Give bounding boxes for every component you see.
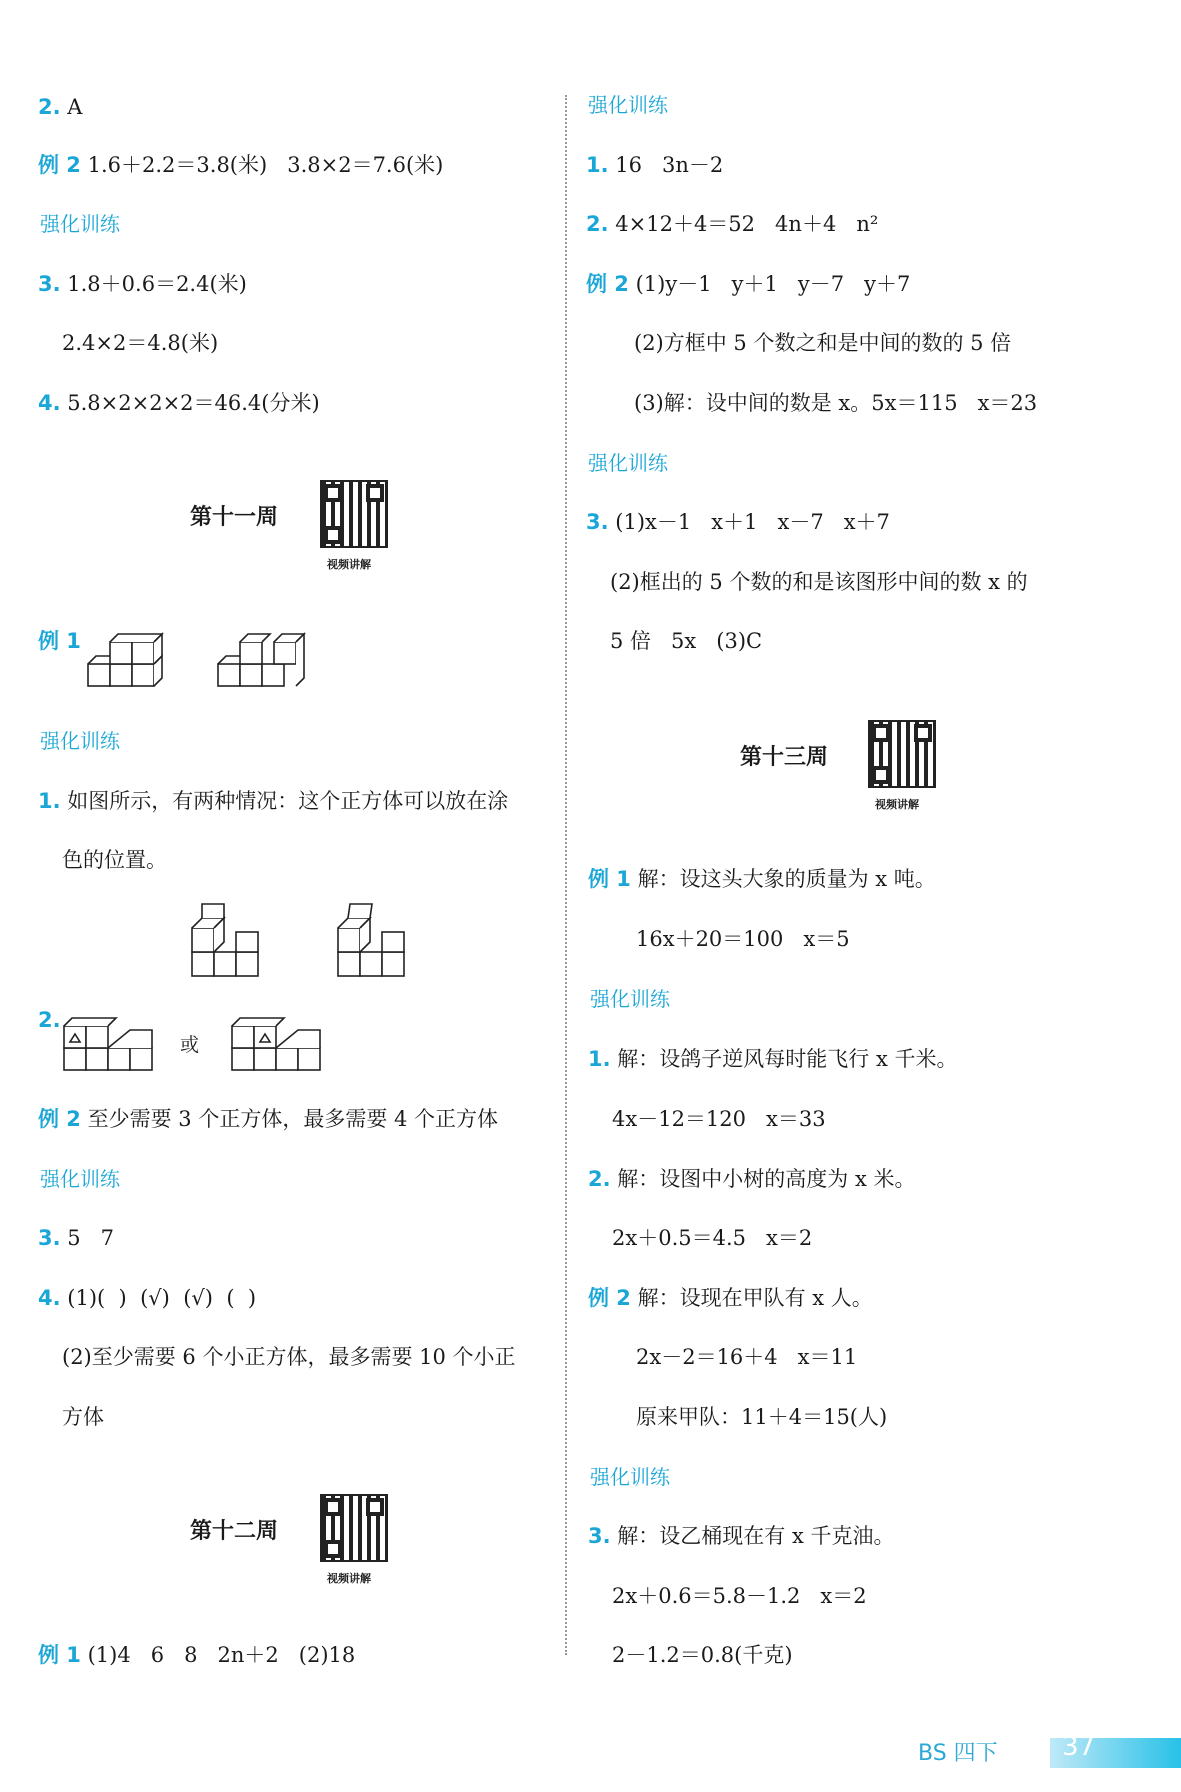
cube-figure <box>216 628 306 690</box>
cube-figure <box>62 1010 154 1072</box>
answer-line: 1. 解：设鸽子逆风每时能飞行 x 千米。 <box>588 1047 958 1071</box>
answer-line: (2)框出的 5 个数的和是该图形中间的数 x 的 <box>610 570 1028 594</box>
qr-code[interactable] <box>320 1494 388 1562</box>
qr-corner <box>324 526 342 544</box>
answer-line: 2.4×2＝4.8(米) <box>62 331 219 355</box>
answer-line: (2)至少需要 6 个小正方体，最多需要 10 个小正 <box>62 1345 516 1369</box>
answer-line: 16x＋20＝100 x＝5 <box>636 927 850 951</box>
column-divider <box>565 95 567 1655</box>
qr-corner <box>914 724 932 742</box>
answer-line: (2)方框中 5 个数之和是中间的数的 5 倍 <box>634 331 1012 355</box>
answer-line: 2－1.2＝0.8(千克) <box>612 1643 793 1667</box>
answer-line: 2. 解：设图中小树的高度为 x 米。 <box>588 1167 916 1191</box>
answer-line: 2. A <box>38 95 83 119</box>
answer-line: 例 1 (1)4 6 8 2n＋2 (2)18 <box>38 1643 356 1667</box>
section-heading: 强化训练 <box>588 93 668 117</box>
qr-caption: 视频讲解 <box>875 798 919 811</box>
answer-line: 1. 如图所示，有两种情况：这个正方体可以放在涂 <box>38 789 509 813</box>
answer-line: 例 1 解：设这头大象的质量为 x 吨。 <box>588 867 936 891</box>
cube-figure <box>230 1010 322 1072</box>
qr-code[interactable] <box>320 480 388 548</box>
section-heading: 强化训练 <box>590 987 670 1011</box>
answer-line: 4. 5.8×2×2×2＝46.4(分米) <box>38 391 320 415</box>
section-heading: 强化训练 <box>40 729 120 753</box>
answer-line: 2x＋0.5＝4.5 x＝2 <box>612 1226 813 1250</box>
qr-corner <box>324 1498 342 1516</box>
cube-figure <box>86 628 176 690</box>
answer-line: 方体 <box>62 1405 104 1429</box>
example-label: 例 1 <box>38 629 81 653</box>
page-number: 37 <box>1062 1732 1096 1762</box>
cube-figure <box>336 902 416 980</box>
qr-caption: 视频讲解 <box>327 1572 371 1585</box>
cube-figure <box>190 902 270 980</box>
answer-line: 3. 解：设乙桶现在有 x 千克油。 <box>588 1524 895 1548</box>
answer-line: 2. 4×12＋4＝52 4n＋4 n² <box>586 212 879 236</box>
qr-caption: 视频讲解 <box>327 558 371 571</box>
qr-code[interactable] <box>868 720 936 788</box>
answer-line: 5 倍 5x (3)C <box>610 629 763 653</box>
qr-corner <box>324 1540 342 1558</box>
answer-line: 2x＋0.6＝5.8－1.2 x＝2 <box>612 1584 867 1608</box>
section-heading: 强化训练 <box>40 212 120 236</box>
answer-line: 色的位置。 <box>62 848 167 872</box>
answer-line: 4x－12＝120 x＝33 <box>612 1107 826 1131</box>
answer-line: 1. 16 3n－2 <box>586 153 724 177</box>
week-title: 第十二周 <box>190 1519 279 1544</box>
section-heading: 强化训练 <box>588 451 668 475</box>
answer-line: 2. <box>38 1008 61 1032</box>
qr-corner <box>366 484 384 502</box>
answer-line: 2x－2＝16＋4 x＝11 <box>636 1345 858 1369</box>
week-title: 第十一周 <box>190 505 279 530</box>
answer-line: (3)解：设中间的数是 x。5x＝115 x＝23 <box>634 391 1038 415</box>
answer-line: 4. (1)( ) (√) (√) ( ) <box>38 1286 257 1310</box>
or-text: 或 <box>180 1034 200 1056</box>
edition-label: BS 四下 <box>918 1741 998 1766</box>
answer-line: 3. 5 7 <box>38 1226 115 1250</box>
answer-line: 原来甲队：11＋4＝15(人) <box>636 1405 888 1429</box>
section-heading: 强化训练 <box>590 1465 670 1489</box>
section-heading: 强化训练 <box>40 1167 120 1191</box>
qr-corner <box>366 1498 384 1516</box>
qr-corner <box>872 724 890 742</box>
answer-line: 3. 1.8＋0.6＝2.4(米) <box>38 272 247 296</box>
qr-corner <box>324 484 342 502</box>
qr-corner <box>872 766 890 784</box>
answer-line: 例 2 解：设现在甲队有 x 人。 <box>588 1286 873 1310</box>
answer-line: 例 2 (1)y－1 y＋1 y－7 y＋7 <box>586 272 911 296</box>
answer-line: 例 2 至少需要 3 个正方体，最多需要 4 个正方体 <box>38 1107 499 1131</box>
answer-line: 3. (1)x－1 x＋1 x－7 x＋7 <box>586 510 890 534</box>
week-title: 第十三周 <box>740 745 829 770</box>
answer-line: 例 2 1.6＋2.2＝3.8(米) 3.8×2＝7.6(米) <box>38 153 444 177</box>
